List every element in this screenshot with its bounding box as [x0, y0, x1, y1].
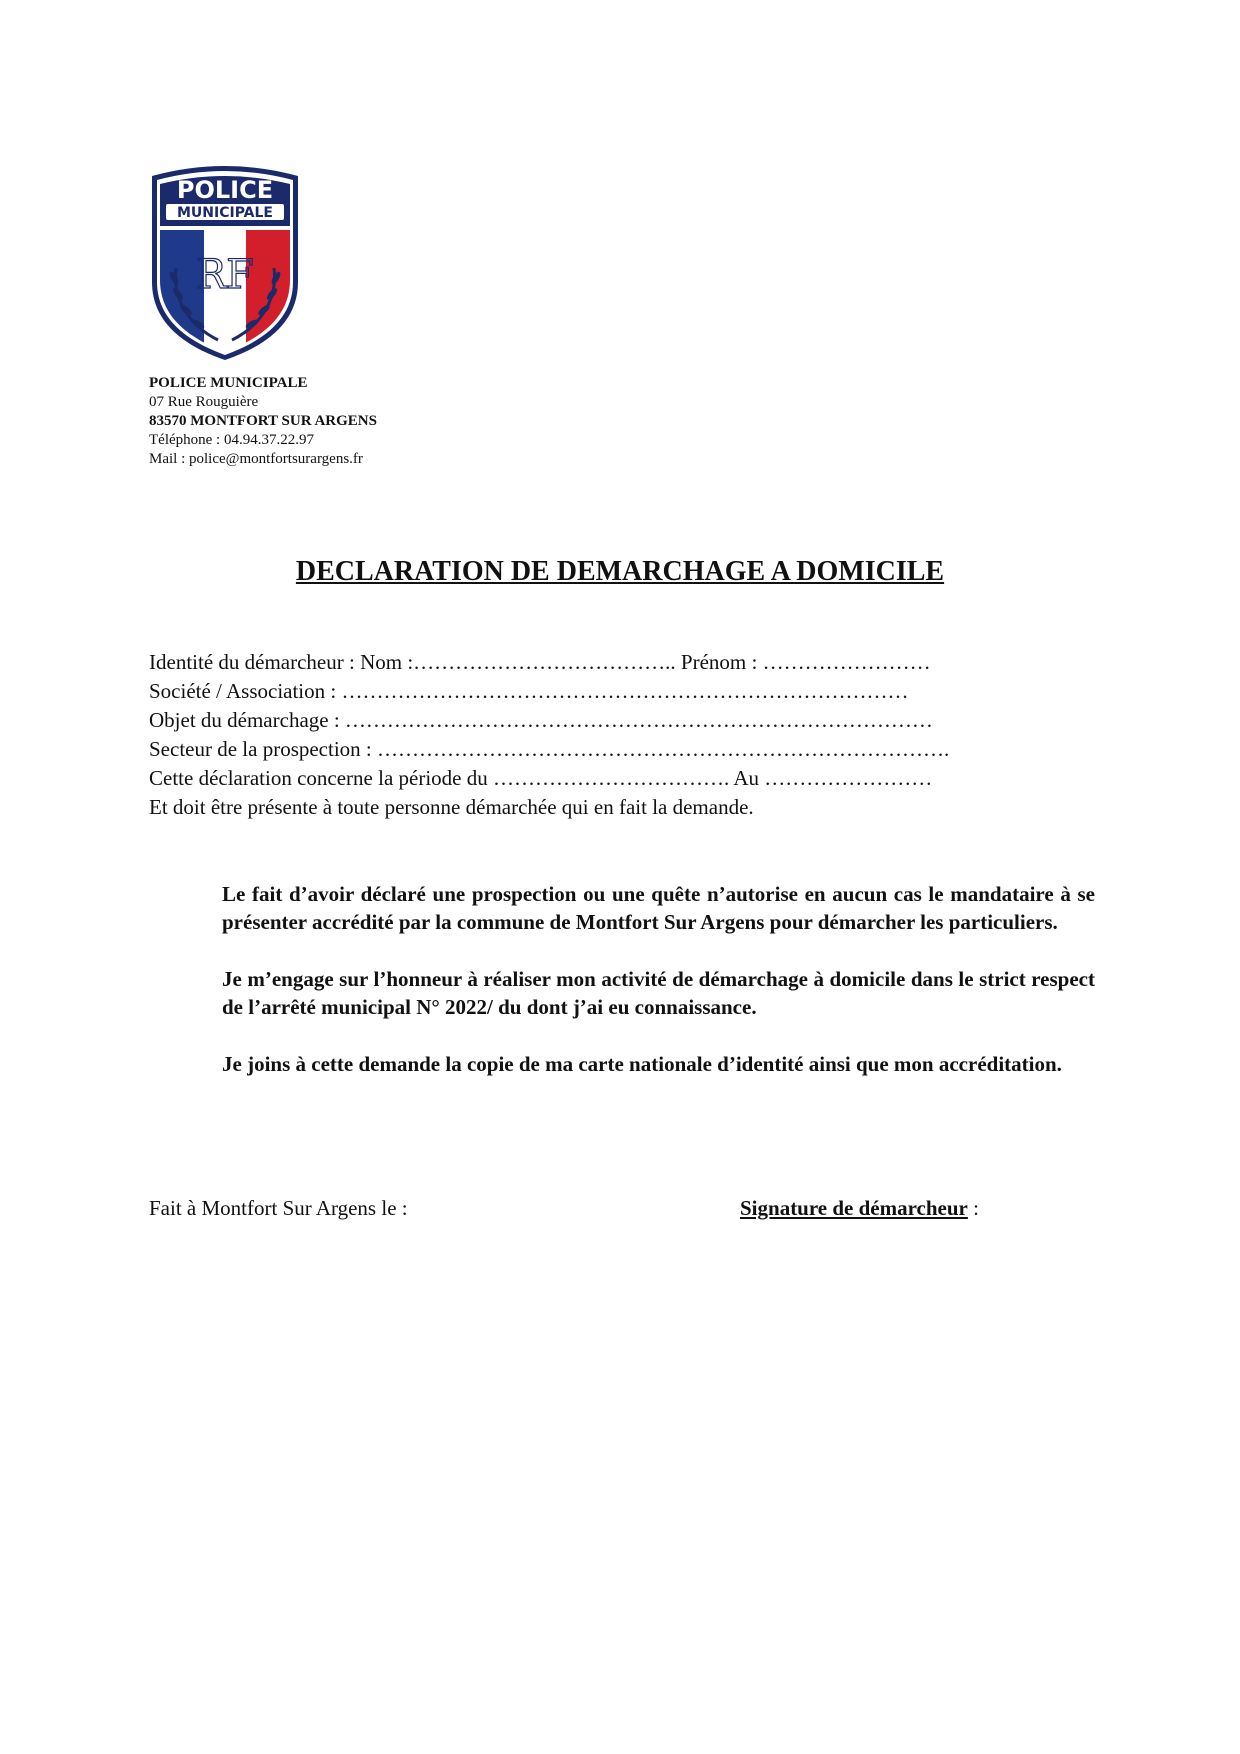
signature-label: Signature de démarcheur [740, 1196, 968, 1220]
issuer-mail: Mail : police@montfortsurargens.fr [149, 451, 363, 467]
issuer-city: 83570 MONTFORT SUR ARGENS [149, 413, 377, 429]
field-purpose[interactable]: Objet du démarchage : ………………………………………………………………………… [149, 708, 933, 732]
issuer-address-block [149, 374, 377, 469]
logo-monogram: RF [196, 252, 254, 298]
form-fields [149, 648, 949, 822]
note-attachments: Je joins à cette demande la copie de ma carte nationale d’identité ainsi que mon accréditation. [222, 1052, 1062, 1076]
field-period[interactable]: Cette déclaration concerne la période du ……………………………. Au …………………… [149, 766, 933, 790]
field-identity[interactable]: Identité du démarcheur : Nom :……………………………….. Prénom : …………………… [149, 650, 931, 674]
issuer-phone: Téléphone : 04.94.37.22.97 [149, 432, 314, 448]
logo-line2: MUNICIPALE [176, 205, 274, 221]
declaration-notes [222, 880, 1095, 1107]
issuer-street: 07 Rue Rouguière [149, 394, 259, 410]
note-no-accreditation: Le fait d’avoir déclaré une prospection ou une quête n’autorise en aucun cas le mandataire à se présenter accrédité par la commune de Montfort Sur Argens pour démarcher les particuliers. [222, 882, 1095, 934]
field-company[interactable]: Société / Association : ……………………………………………………………………… [149, 679, 909, 703]
place-date-field[interactable]: Fait à Montfort Sur Argens le : [149, 1196, 408, 1220]
police-shield-icon [146, 160, 304, 360]
document-title: DECLARATION DE DEMARCHAGE A DOMICILE [295, 556, 945, 587]
police-municipale-logo [146, 160, 304, 360]
signature-field[interactable] [740, 1196, 979, 1221]
signature-colon: : [967, 1196, 979, 1220]
field-presentation-note: Et doit être présente à toute personne démarchée qui en fait la demande. [149, 795, 754, 819]
field-sector[interactable]: Secteur de la prospection : ………………………………………………………………………. [149, 737, 950, 761]
logo-line1: POLICE [176, 176, 274, 204]
note-honour-commitment: Je m’engage sur l’honneur à réaliser mon activité de démarchage à domicile dans le strict respect de l’arrêté municipal N° 2022/ du dont j’ai eu connaissance. [222, 967, 1095, 1019]
issuer-name: POLICE MUNICIPALE [149, 375, 308, 391]
